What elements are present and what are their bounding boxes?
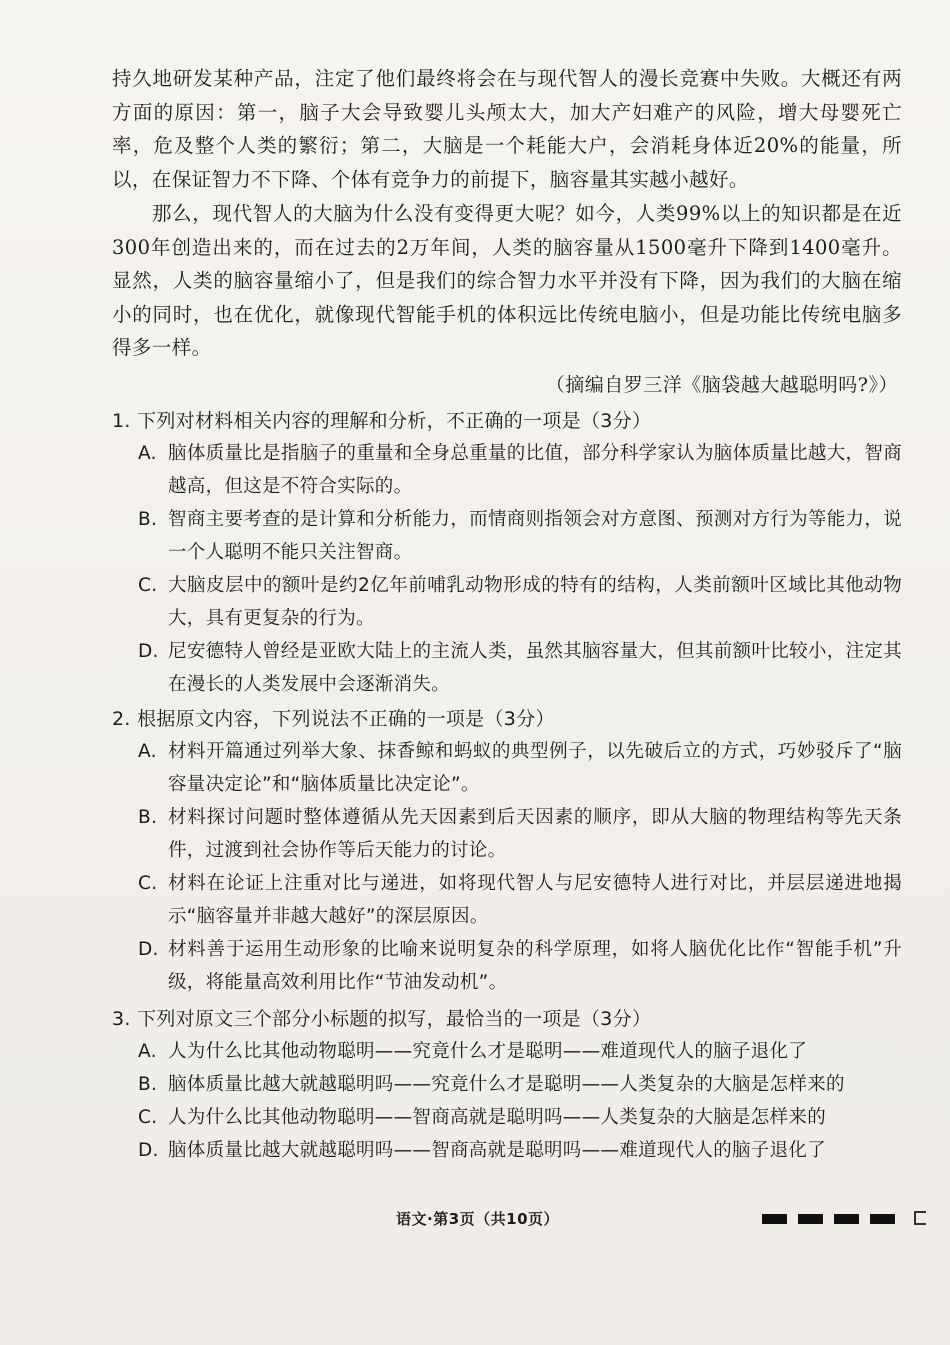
option-d: [112, 933, 902, 999]
option-letter: C.: [138, 1107, 158, 1128]
question-2: [112, 703, 902, 999]
scan-marks: [762, 1214, 895, 1224]
option-text: 大脑皮层中的额叶是约2亿年前哺乳动物形成的特有的结构，人类前额叶区域比其他动物大，具有更复杂的行为。: [168, 575, 902, 629]
passage-source: （摘编自罗三洋《脑袋越大越聪明吗?》）: [545, 374, 898, 396]
option-text: 材料善于运用生动形象的比喻来说明复杂的科学原理，如将人脑优化比作“智能手机”升级，将能量高效利用比作“节油发动机”。: [168, 939, 902, 993]
option-letter: D.: [138, 641, 159, 662]
page-footer: [0, 1208, 950, 1238]
option-a: [112, 735, 902, 801]
option-b: [112, 801, 902, 867]
option-letter: D.: [138, 1140, 159, 1161]
question-3: [112, 1003, 902, 1167]
option-a: [112, 1035, 902, 1068]
option-c: [112, 1101, 902, 1134]
option-text: 智商主要考查的是计算和分析能力，而情商则指领会对方意图、预测对方行为等能力，说一个人聪明不能只关注智商。: [168, 509, 902, 563]
option-a: [112, 437, 902, 503]
scan-mark-icon: [834, 1214, 859, 1224]
option-letter: B.: [138, 807, 158, 828]
option-letter: A.: [138, 741, 157, 762]
scan-mark-icon: [762, 1214, 787, 1224]
question-stem: 3. 下列对原文三个部分小标题的拟写，最恰当的一项是（3分）: [112, 1008, 652, 1030]
option-text: 脑体质量比越大就越聪明吗——究竟什么才是聪明——人类复杂的大脑是怎样来的: [168, 1074, 845, 1095]
option-text: 人为什么比其他动物聪明——智商高就是聪明吗——人类复杂的大脑是怎样来的: [168, 1107, 827, 1128]
question-1: [112, 405, 902, 701]
option-b: [112, 1068, 902, 1101]
corner-bracket-icon: [914, 1211, 926, 1225]
question-stem: 2. 根据原文内容，下列说法不正确的一项是（3分）: [112, 708, 555, 730]
option-d: [112, 1134, 902, 1167]
option-letter: C.: [138, 873, 158, 894]
option-text: 材料探讨问题时整体遵循从先天因素到后天因素的顺序，即从大脑的物理结构等先天条件，过渡到社会协作等后天能力的讨论。: [168, 807, 902, 861]
passage-paragraph-2: [112, 197, 902, 365]
passage-text: 持久地研发某种产品，注定了他们最终将会在与现代智人的漫长竞赛中失败。大概还有两方面的原因：第一，脑子大会导致婴儿头颅太大，加大产妇难产的风险，增大母婴死亡率，危及整个人类的繁衍；第二，大脑是一个耗能大户，会消耗身体近20%的能量，所以，在保证智力不下降、个体有竞争力的前提下，脑容量其实越小越好。: [112, 67, 902, 191]
scan-mark-icon: [870, 1214, 895, 1224]
page-number: 语文·第3页（共10页）: [396, 1210, 560, 1228]
option-c: [112, 569, 902, 635]
option-c: [112, 867, 902, 933]
option-letter: D.: [138, 939, 159, 960]
option-text: 人为什么比其他动物聪明——究竟什么才是聪明——难道现代人的脑子退化了: [168, 1041, 808, 1062]
option-letter: B.: [138, 509, 158, 530]
option-d: [112, 635, 902, 701]
option-text: 材料在论证上注重对比与递进，如将现代智人与尼安德特人进行对比，并层层递进地揭示“脑容量并非越大越好”的深层原因。: [168, 873, 902, 927]
option-letter: A.: [138, 443, 157, 464]
passage-paragraph-1: [112, 62, 902, 196]
option-b: [112, 503, 902, 569]
option-text: 脑体质量比是指脑子的重量和全身总重量的比值，部分科学家认为脑体质量比越大，智商越高，但这是不符合实际的。: [168, 443, 902, 497]
option-text: 脑体质量比越大就越聪明吗——智商高就是聪明吗——难道现代人的脑子退化了: [168, 1140, 827, 1161]
passage-text: 那么，现代智人的大脑为什么没有变得更大呢？如今，人类99%以上的知识都是在近300年创造出来的，而在过去的2万年间，人类的脑容量从1500毫升下降到1400毫升。显然，人类的脑容量缩小了，但是我们的综合智力水平并没有下降，因为我们的大脑在缩小的同时，也在优化，就像现代智能手机的体积远比传统电脑小，但是功能比传统电脑多得多一样。: [112, 202, 902, 359]
option-letter: C.: [138, 575, 158, 596]
option-text: 尼安德特人曾经是亚欧大陆上的主流人类，虽然其脑容量大，但其前额叶比较小，注定其在漫长的人类发展中会逐渐消失。: [168, 641, 902, 695]
option-letter: B.: [138, 1074, 158, 1095]
option-text: 材料开篇通过列举大象、抹香鲸和蚂蚁的典型例子，以先破后立的方式，巧妙驳斥了“脑容量决定论”和“脑体质量比决定论”。: [168, 741, 902, 795]
question-stem: 1. 下列对材料相关内容的理解和分析，不正确的一项是（3分）: [112, 410, 652, 432]
option-letter: A.: [138, 1041, 157, 1062]
scan-mark-icon: [798, 1214, 823, 1224]
